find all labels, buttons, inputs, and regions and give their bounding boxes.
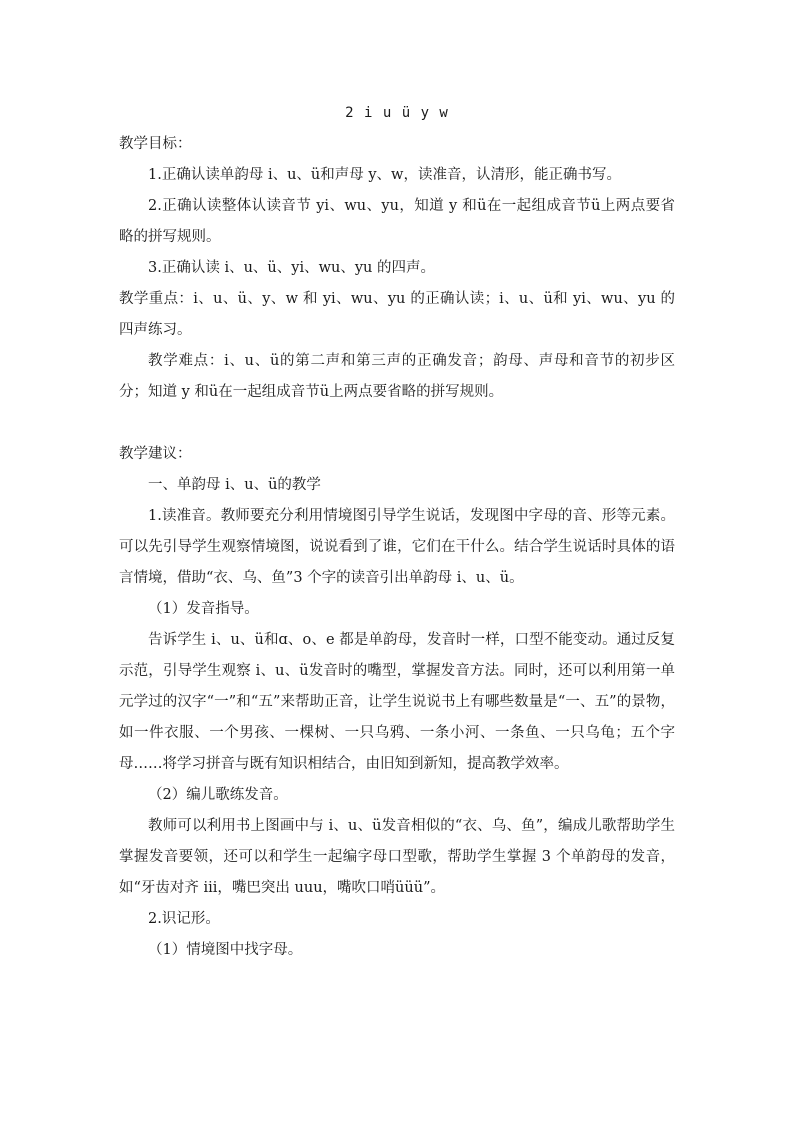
paragraph: 教学难点：i、u、ü的第二声和第三声的正确发音；韵母、声母和音节的初步区分；知道 y 和ü在一起组成音节ü上两点要省略的拼写规则。 (119, 353, 675, 400)
blank-line (119, 408, 675, 439)
paragraph: 告诉学生 i、u、ü和ɑ、o、e 都是单韵母，发音时一样，口型不能变动。通过反复示范，引导学生观察 i、u、ü发音时的嘴型，掌握发音方法。同时，还可以利用第一单元学过的汉字“一”和“五”来帮助正音，让学生说说书上有哪些数量是“一、五”的景物，如一件衣服、一个男孩、一棵树、一只乌鸦、一条小河、一条鱼、一只乌龟；五个字母……将学习拼音与既有知识相结合，由旧知到新知，提高教学效率。 (119, 632, 675, 772)
document-body (119, 129, 675, 966)
paragraph: 一、单韵母 i、u、ü的教学 (148, 477, 321, 493)
lesson-title: 2 i u ü y w (345, 105, 449, 121)
paragraph: 2.正确认读整体认读音节 yi、wu、yu，知道 y 和ü在一起组成音节ü上两点要省略的拼写规则。 (119, 198, 675, 245)
paragraph: 1.读准音。教师要充分利用情境图引导学生说话，发现图中字母的音、形等元素。可以先引导学生观察情境图，说说看到了谁，它们在干什么。结合学生说话时具体的语言情境，借助“衣、乌、鱼”3 个字的读音引出单韵母 i、u、ü。 (119, 508, 675, 586)
paragraph: 教学建议： (119, 446, 192, 462)
paragraph: （1）发音指导。 (148, 601, 259, 617)
paragraph: 教学重点：i、u、ü、y、w 和 yi、wu、yu 的正确认读；i、u、ü和 yi、wu、yu 的四声练习。 (119, 291, 675, 338)
paragraph: 3.正确认读 i、u、ü、yi、wu、yu 的四声。 (148, 260, 435, 276)
paragraph: 教学目标： (119, 136, 192, 152)
paragraph: 教师可以利用书上图画中与 i、u、ü发音相似的“衣、乌、鱼”，编成儿歌帮助学生掌握发音要领，还可以和学生一起编字母口型歌，帮助学生掌握 3 个单韵母的发音，如“牙齿对齐 iii，嘴巴突出 uuu，嘴吹口哨üüü”。 (119, 818, 675, 896)
paragraph: 2.识记形。 (148, 911, 220, 927)
paragraph: （2）编儿歌练发音。 (148, 787, 288, 803)
paragraph: （1）情境图中找字母。 (148, 942, 303, 958)
paragraph: 1.正确认读单韵母 i、u、ü和声母 y、w，读准音，认清形，能正确书写。 (148, 167, 621, 183)
